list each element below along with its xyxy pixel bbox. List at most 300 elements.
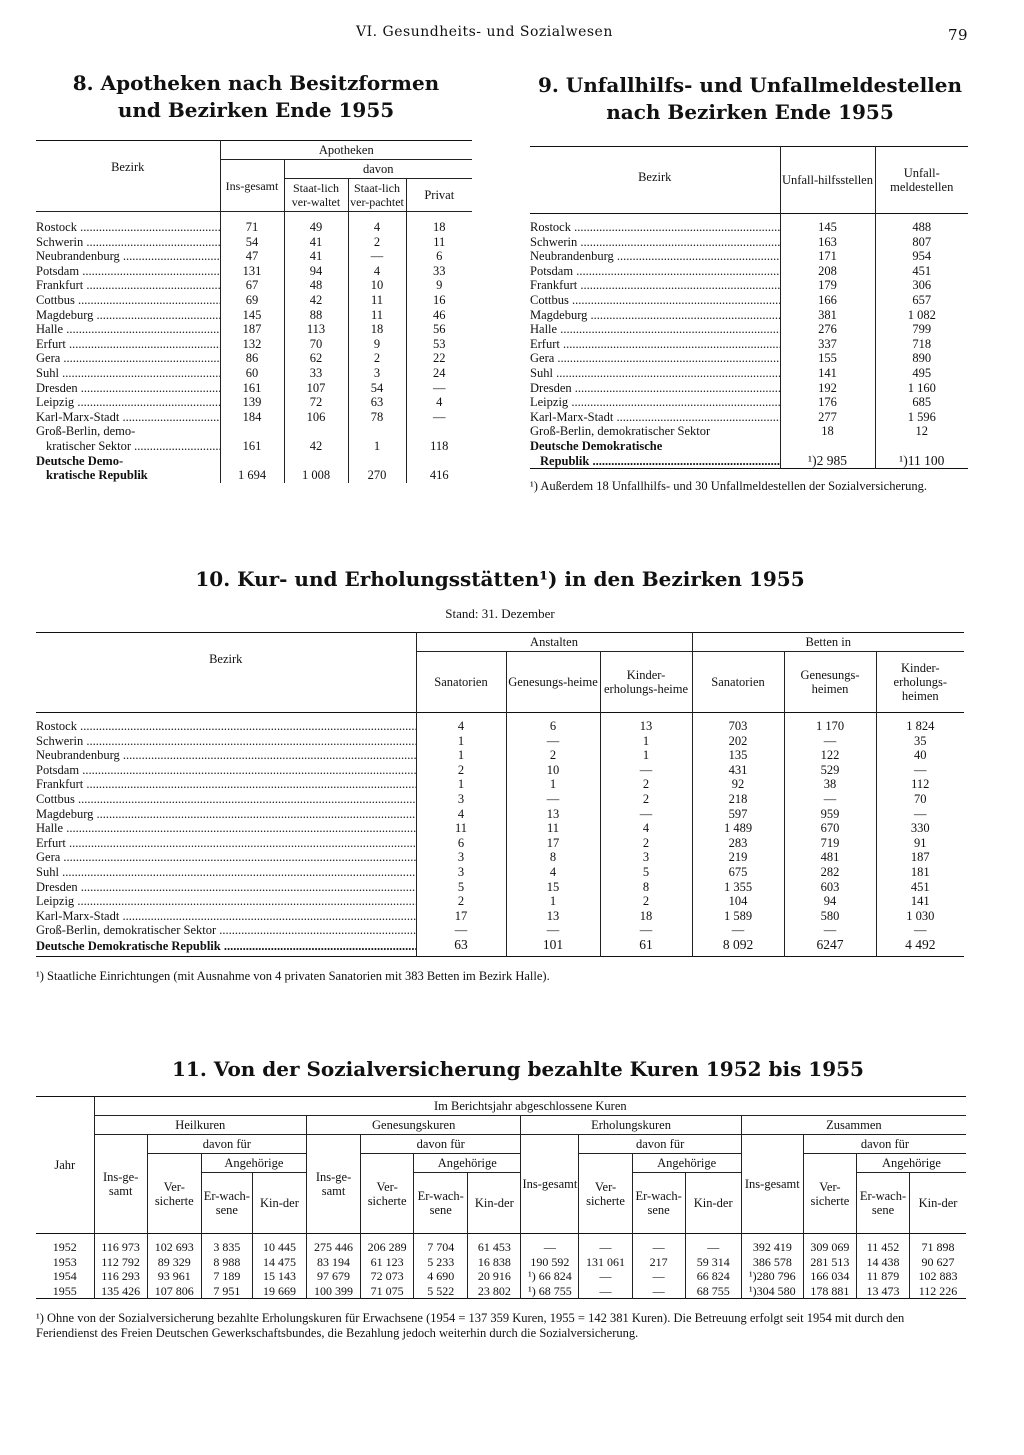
- t9-total-label: Deutsche Demokratische: [530, 438, 663, 453]
- t10-cell: 1: [600, 734, 692, 749]
- t9-total-label2: Republik .....: [530, 454, 780, 469]
- t8-row-label: Neubrandenburg .....: [36, 249, 220, 264]
- t10-cell: 2: [600, 836, 692, 851]
- t10-cell: 1 824: [876, 713, 964, 734]
- t11-h-erw: Er-wach-sene: [632, 1173, 685, 1234]
- t10-row: [36, 894, 964, 909]
- t9-row-label: Frankfurt .....: [530, 278, 780, 293]
- t9-cell: 276: [780, 322, 875, 337]
- t11-h-erw: Er-wach-sene: [856, 1173, 909, 1234]
- t9-cell: 18: [780, 424, 875, 439]
- t11-cell: 116 973: [94, 1234, 147, 1255]
- t11-h-vers: Ver-sicherte: [579, 1154, 632, 1234]
- t10-row: [36, 763, 964, 778]
- t10-h-col: Kinder-erholungs-heimen: [876, 652, 964, 713]
- t11-cell: ¹) 66 824: [521, 1269, 579, 1284]
- t10-row-label: Groß-Berlin, demokratischer Sektor .....: [36, 923, 416, 938]
- t10-cell: 218: [692, 792, 784, 807]
- t11-cell: 16 838: [468, 1255, 521, 1270]
- t9-table: [530, 146, 968, 494]
- t10-cell: 1 170: [784, 713, 876, 734]
- t8-row-label: Schwerin .....: [36, 235, 220, 250]
- t9-row: [530, 424, 968, 439]
- t10-row: [36, 807, 964, 822]
- t8-row: [36, 395, 472, 410]
- t8-cell: 22: [406, 351, 472, 366]
- t9-cell: 306: [875, 278, 968, 293]
- t8-berlin-label: Groß-Berlin, demo-: [36, 424, 136, 439]
- t10-row: [36, 909, 964, 924]
- t10-cell: 3: [416, 850, 506, 865]
- t10-cell: 6: [506, 713, 600, 734]
- t8-row-berlin-2: [36, 439, 472, 454]
- t10-cell: 8: [506, 850, 600, 865]
- t8-cell: 63: [348, 395, 406, 410]
- t10-cell: 3: [416, 865, 506, 880]
- t9-row-label: Erfurt .....: [530, 337, 780, 352]
- t9-cell: 12: [875, 424, 968, 439]
- t11-cell: 116 293: [94, 1269, 147, 1284]
- t10-cell: —: [600, 923, 692, 938]
- t10-cell: 959: [784, 807, 876, 822]
- t11-cell: ¹)280 796: [741, 1269, 803, 1284]
- t8-cell: 49: [284, 212, 348, 235]
- t10-cell: —: [600, 807, 692, 822]
- t11-cell: 7 704: [414, 1234, 468, 1255]
- t11-h-ins: Ins-gesamt: [521, 1135, 579, 1234]
- t11-cell: 97 679: [306, 1269, 360, 1284]
- t11-cell: 102 883: [910, 1269, 966, 1284]
- t10-cell: 3: [416, 792, 506, 807]
- t10-row-label: Magdeburg .....: [36, 807, 416, 822]
- t10-footnote: ¹) Staatliche Einrichtungen (mit Ausnahme von 4 privaten Sanatorien mit 383 Betten im Bezirk Halle).: [36, 968, 550, 983]
- t9-row: [530, 293, 968, 308]
- t9-row-label: Neubrandenburg .....: [530, 249, 780, 264]
- t11-cell: 66 824: [685, 1269, 741, 1284]
- t9-row: [530, 249, 968, 264]
- t10-row-label: Schwerin .....: [36, 734, 416, 749]
- t9-cell: 145: [780, 214, 875, 235]
- t10-cell: 529: [784, 763, 876, 778]
- t11-h-angeh: Angehörige: [201, 1154, 306, 1173]
- t8-row: [36, 351, 472, 366]
- t11-row: [36, 1234, 966, 1255]
- t8-cell: 41: [284, 249, 348, 264]
- t9-cell: 685: [875, 395, 968, 410]
- t10-row-label: Potsdam .....: [36, 763, 416, 778]
- t11-cell: 7 189: [201, 1269, 252, 1284]
- t11-year: 1952: [52, 1240, 77, 1254]
- t9-cell: 488: [875, 214, 968, 235]
- t11-cell: 19 669: [252, 1284, 306, 1299]
- t8-cell: 139: [220, 395, 284, 410]
- t10-row: [36, 734, 964, 749]
- t8-cell: 54: [348, 381, 406, 396]
- t11-cell: 61 123: [361, 1255, 414, 1270]
- t10-row: [36, 865, 964, 880]
- t10-cell: 112: [876, 777, 964, 792]
- t10-cell: 580: [784, 909, 876, 924]
- t9-footnote: ¹) Außerdem 18 Unfallhilfs- und 30 Unfallmeldestellen der Sozialversicherung.: [530, 479, 928, 494]
- t10-cell: 1 589: [692, 909, 784, 924]
- t10-row-label: Karl-Marx-Stadt .....: [36, 909, 416, 924]
- t10-cell: 202: [692, 734, 784, 749]
- t8-cell-spacer: [406, 424, 472, 439]
- t10-h-col: Genesungs-heime: [506, 652, 600, 713]
- t10-cell: 8: [600, 880, 692, 895]
- t10-cell: 603: [784, 880, 876, 895]
- t10-cell: 5: [416, 880, 506, 895]
- t9-cell: 176: [780, 395, 875, 410]
- t8-cell: 9: [348, 337, 406, 352]
- t9-h-bezirk: Bezirk: [638, 170, 672, 184]
- t11-h-davon: davon für: [147, 1135, 306, 1154]
- t11-cell: 275 446: [306, 1234, 360, 1255]
- t11-cell: 20 916: [468, 1269, 521, 1284]
- t9-cell: 657: [875, 293, 968, 308]
- t11-cell: 5 233: [414, 1255, 468, 1270]
- t11-h-vers: Ver-sicherte: [361, 1154, 414, 1234]
- t8-cell: 18: [348, 322, 406, 337]
- t11-cell: —: [579, 1269, 632, 1284]
- t8-total-label2: kratische Republik: [46, 468, 148, 483]
- t11-cell: 206 289: [361, 1234, 414, 1255]
- t11-cell: 11 452: [856, 1234, 909, 1255]
- t10-cell: —: [876, 763, 964, 778]
- t9-row-total-2: [530, 454, 968, 469]
- t10-cell: 675: [692, 865, 784, 880]
- t8-cell: 145: [220, 308, 284, 323]
- t8-row-label: Potsdam .....: [36, 264, 220, 279]
- t11-cell: 3 835: [201, 1234, 252, 1255]
- t10-cell: 1: [416, 777, 506, 792]
- t10-h-col: Sanatorien: [692, 652, 784, 713]
- t10-cell: 2: [506, 748, 600, 763]
- t10-cell: 1: [506, 777, 600, 792]
- t10-cell: 1: [416, 748, 506, 763]
- t8-cell: 94: [284, 264, 348, 279]
- t11-cell: 68 755: [685, 1284, 741, 1299]
- t8-row-label: Gera .....: [36, 351, 220, 366]
- t9-title-line2: nach Bezirken Ende 1955: [606, 100, 894, 124]
- t10-cell: —: [784, 734, 876, 749]
- t8-h-ins: [220, 160, 284, 212]
- t10-cell: 122: [784, 748, 876, 763]
- t10-h-bezirk: Bezirk: [209, 651, 243, 666]
- t11-h-angeh: Angehörige: [632, 1154, 741, 1173]
- t11-h-kind: Kin-der: [685, 1173, 741, 1234]
- t8-row: [36, 366, 472, 381]
- t9-row-label: Karl-Marx-Stadt .....: [530, 410, 780, 425]
- page-number: 79: [948, 26, 969, 44]
- t11-h-group: Genesungskuren: [306, 1116, 520, 1135]
- t9-h-hilf: Unfall-hilfsstellen: [780, 147, 875, 214]
- t11-cell: —: [579, 1234, 632, 1255]
- t9-cell: 1 082: [875, 308, 968, 323]
- t11-h-kind: Kin-der: [468, 1173, 521, 1234]
- t8-total-cell: 1 008: [284, 468, 348, 483]
- t10-cell: 181: [876, 865, 964, 880]
- t8-row-label: Frankfurt .....: [36, 278, 220, 293]
- t10-row-label: Gera .....: [36, 850, 416, 865]
- t8-h-apotheken: Apotheken: [220, 141, 472, 160]
- t10-row: [36, 713, 964, 734]
- t8-cell: 131: [220, 264, 284, 279]
- t10-cell: —: [784, 792, 876, 807]
- t11-cell: 71 898: [910, 1234, 966, 1255]
- t11-cell: 178 881: [803, 1284, 856, 1299]
- t11-cell: 135 426: [94, 1284, 147, 1299]
- t10-total-cell: 63: [416, 938, 506, 956]
- t8-row: [36, 381, 472, 396]
- t9-cell: 890: [875, 351, 968, 366]
- t9-cell: 337: [780, 337, 875, 352]
- t11-cell: 89 329: [147, 1255, 201, 1270]
- t9-cell: 141: [780, 366, 875, 381]
- t8-cell: 113: [284, 322, 348, 337]
- t10-cell: —: [784, 923, 876, 938]
- t9-cell: 381: [780, 308, 875, 323]
- t11-cell: 90 627: [910, 1255, 966, 1270]
- t8-cell: 24: [406, 366, 472, 381]
- t10-cell: 2: [600, 792, 692, 807]
- t8-title-line2: und Bezirken Ende 1955: [117, 98, 395, 122]
- t10-cell: 13: [600, 713, 692, 734]
- t11-cell: 5 522: [414, 1284, 468, 1299]
- t10-row-label: Erfurt .....: [36, 836, 416, 851]
- t9-row-label: Potsdam .....: [530, 264, 780, 279]
- t10-cell: 35: [876, 734, 964, 749]
- t9-row-label: Dresden .....: [530, 381, 780, 396]
- t9-row-total: [530, 439, 968, 454]
- t9-row: [530, 214, 968, 235]
- t8-row: [36, 235, 472, 250]
- t10-total-cell: 8 092: [692, 938, 784, 956]
- t10-cell: 17: [506, 836, 600, 851]
- t8-cell-spacer: [284, 454, 348, 469]
- t11-cell: 93 961: [147, 1269, 201, 1284]
- t8-cell: 2: [348, 235, 406, 250]
- t8-row-label: Karl-Marx-Stadt .....: [36, 410, 220, 425]
- t10-row-total: [36, 938, 964, 956]
- t10-cell: 1 030: [876, 909, 964, 924]
- t11-cell: ¹) 68 755: [521, 1284, 579, 1299]
- t11-cell: 217: [632, 1255, 685, 1270]
- t9-row: [530, 337, 968, 352]
- t11-cell: 166 034: [803, 1269, 856, 1284]
- t8-row: [36, 264, 472, 279]
- t11-cell: 71 075: [361, 1284, 414, 1299]
- t10-cell: —: [600, 763, 692, 778]
- t10-row: [36, 777, 964, 792]
- t10-cell: 4: [416, 807, 506, 822]
- t10-cell: 330: [876, 821, 964, 836]
- t9-total-cell: ¹)11 100: [875, 454, 968, 469]
- t11-cell: 131 061: [579, 1255, 632, 1270]
- t10-cell: 40: [876, 748, 964, 763]
- t9-cell: 1 160: [875, 381, 968, 396]
- t10-cell: 6: [416, 836, 506, 851]
- t9-cell: 171: [780, 249, 875, 264]
- t8-cell: 2: [348, 351, 406, 366]
- t11-cell: 14 475: [252, 1255, 306, 1270]
- t8-cell: 46: [406, 308, 472, 323]
- t9-title: [530, 72, 970, 126]
- t9-total-cell: ¹)2 985: [780, 454, 875, 469]
- t8-row: [36, 278, 472, 293]
- t10-row: [36, 880, 964, 895]
- t8-cell: 132: [220, 337, 284, 352]
- t8-cell: 107: [284, 381, 348, 396]
- t8-cell: 187: [220, 322, 284, 337]
- t8-cell: 42: [284, 293, 348, 308]
- t8-cell: 10: [348, 278, 406, 293]
- t11-row: [36, 1255, 966, 1270]
- t9-h-meld: Unfall-meldestellen: [875, 147, 968, 214]
- t9-row-label: Cottbus .....: [530, 293, 780, 308]
- t11-row: [36, 1284, 966, 1299]
- t10-row-label: Frankfurt .....: [36, 777, 416, 792]
- t10-row-label: Cottbus .....: [36, 792, 416, 807]
- t11-cell: ¹)304 580: [741, 1284, 803, 1299]
- t10-cell: 10: [506, 763, 600, 778]
- t11-year: 1953: [52, 1254, 77, 1269]
- t9-row-label: Rostock .....: [530, 214, 780, 235]
- t11-footnote: ¹) Ohne von der Sozialversicherung bezahlte Erholungskuren für Erwachsene (1954 = 137 359 Kuren, 1955 = 142 381 Kuren). Die Betreuung erfolgt seit 1954 mit durch den Feriendienst des Freien Deutschen Gewerkschaftsbundes, die Bezahlung jedoch weiterhin durch die Sozialversicherung.: [36, 1311, 905, 1341]
- t8-row-total-2: [36, 468, 472, 483]
- t9-title-line1: 9. Unfallhilfs- und Unfallmeldestellen: [537, 73, 963, 97]
- t8-total-cell: 416: [406, 468, 472, 483]
- t11-cell: 281 513: [803, 1255, 856, 1270]
- t8-cell: 9: [406, 278, 472, 293]
- t11-h-erw: Er-wach-sene: [201, 1173, 252, 1234]
- t8-cell: 54: [220, 235, 284, 250]
- t11-cell: 13 473: [856, 1284, 909, 1299]
- t11-h-kind: Kin-der: [252, 1173, 306, 1234]
- t8-h-priv: Privat: [406, 179, 472, 212]
- t10-total-cell: 4 492: [876, 938, 964, 956]
- t10-h-col: Kinder-erholungs-heime: [600, 652, 692, 713]
- t8-row-label: Dresden .....: [36, 381, 220, 396]
- t10-row: [36, 923, 964, 938]
- t8-cell: 4: [406, 395, 472, 410]
- t11-h-group: Heilkuren: [94, 1116, 306, 1135]
- t9-row-label: Halle .....: [530, 322, 780, 337]
- t11-cell: 8 988: [201, 1255, 252, 1270]
- t11-cell: 83 194: [306, 1255, 360, 1270]
- t9-cell: 208: [780, 264, 875, 279]
- t9-row: [530, 308, 968, 323]
- t10-cell: —: [416, 923, 506, 938]
- t10-total-cell: 6247: [784, 938, 876, 956]
- t11-h-jahr: Jahr: [54, 1158, 76, 1172]
- t11-cell: 15 143: [252, 1269, 306, 1284]
- t10-cell: —: [876, 923, 964, 938]
- t10-cell: 11: [416, 821, 506, 836]
- t9-row-label: Leipzig .....: [530, 395, 780, 410]
- t11-cell: —: [685, 1234, 741, 1255]
- t9-cell: 179: [780, 278, 875, 293]
- t10-cell: 141: [876, 894, 964, 909]
- t11-cell: —: [632, 1269, 685, 1284]
- t9-row-label: Magdeburg .....: [530, 308, 780, 323]
- t10-cell: 1: [416, 734, 506, 749]
- t10-cell: 3: [600, 850, 692, 865]
- t10-total-cell: 61: [600, 938, 692, 956]
- t10-cell: 70: [876, 792, 964, 807]
- t9-row: [530, 410, 968, 425]
- t8-cell: 18: [406, 212, 472, 235]
- t10-cell: 1: [600, 748, 692, 763]
- t8-row-berlin: [36, 424, 472, 439]
- t8-cell: 41: [284, 235, 348, 250]
- t9-cell: 163: [780, 235, 875, 250]
- t9-cell: 1 596: [875, 410, 968, 425]
- t10-row: [36, 821, 964, 836]
- t10-cell: 1 355: [692, 880, 784, 895]
- t10-cell: 283: [692, 836, 784, 851]
- t10-cell: 4: [600, 821, 692, 836]
- t8-cell: 72: [284, 395, 348, 410]
- t10-cell: —: [876, 807, 964, 822]
- t10-cell: 4: [416, 713, 506, 734]
- t11-cell: 190 592: [521, 1255, 579, 1270]
- t9-cell: 495: [875, 366, 968, 381]
- t10-h-col: Genesungs-heimen: [784, 652, 876, 713]
- t8-cell: 60: [220, 366, 284, 381]
- t9-cell: 451: [875, 264, 968, 279]
- t8-cell: 161: [220, 439, 284, 454]
- t11-cell: —: [579, 1284, 632, 1299]
- t11-table: [36, 1096, 966, 1341]
- t11-cell: 61 453: [468, 1234, 521, 1255]
- t10-row: [36, 836, 964, 851]
- t10-cell: 187: [876, 850, 964, 865]
- t8-cell: 86: [220, 351, 284, 366]
- t8-total-cell: 270: [348, 468, 406, 483]
- t10-row-label: Halle .....: [36, 821, 416, 836]
- t10-cell: 703: [692, 713, 784, 734]
- t8-cell: 11: [348, 308, 406, 323]
- t8-title-line1: 8. Apotheken nach Besitzformen: [72, 71, 440, 95]
- t8-row-label: Cottbus .....: [36, 293, 220, 308]
- t8-cell: 42: [284, 439, 348, 454]
- t10-cell: 1 489: [692, 821, 784, 836]
- t8-cell-spacer: [220, 454, 284, 469]
- t8-cell: 48: [284, 278, 348, 293]
- t8-cell: 11: [348, 293, 406, 308]
- t8-cell: 11: [406, 235, 472, 250]
- t8-row: [36, 249, 472, 264]
- t9-cell: 954: [875, 249, 968, 264]
- t10-cell: 4: [506, 865, 600, 880]
- t11-h-group: Erholungskuren: [521, 1116, 741, 1135]
- t9-row: [530, 235, 968, 250]
- t8-cell: 4: [348, 264, 406, 279]
- t11-cell: 386 578: [741, 1255, 803, 1270]
- t11-cell: 102 693: [147, 1234, 201, 1255]
- t11-year: 1954: [52, 1269, 77, 1284]
- t10-cell: —: [506, 734, 600, 749]
- t10-cell: 104: [692, 894, 784, 909]
- t8-cell-spacer: [348, 424, 406, 439]
- t10-row-label: Neubrandenburg .....: [36, 748, 416, 763]
- t10-cell: 92: [692, 777, 784, 792]
- t11-h-angeh: Angehörige: [414, 1154, 521, 1173]
- t9-cell-spacer: [780, 439, 875, 454]
- t10-row: [36, 792, 964, 807]
- t9-row: [530, 381, 968, 396]
